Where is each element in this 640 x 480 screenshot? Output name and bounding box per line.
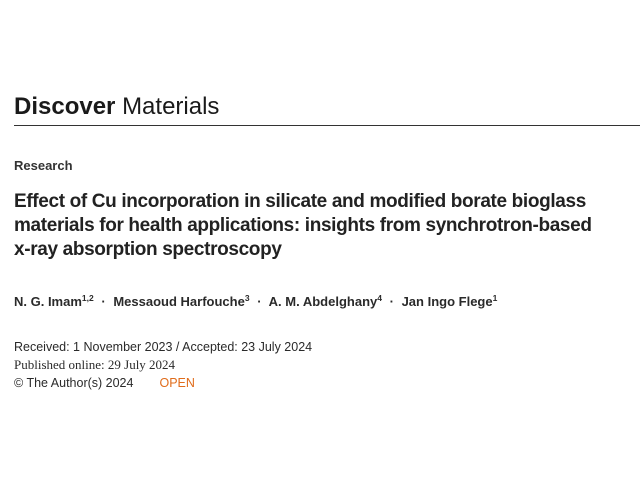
copyright-text: © The Author(s) 2024 (14, 376, 134, 390)
author-affiliation: 1 (492, 293, 498, 303)
author-name[interactable]: Jan Ingo Flege (401, 294, 493, 309)
received-accepted-dates: Received: 1 November 2023 / Accepted: 23 July 2024 (14, 340, 313, 354)
author-separator: · (389, 294, 394, 309)
author-name[interactable]: Messaoud Harfouche (113, 294, 245, 309)
journal-name (14, 92, 219, 122)
title-line: x-ray absorption spectroscopy (14, 239, 282, 260)
author-separator: · (101, 294, 106, 309)
article-type: Research (14, 158, 73, 173)
journal-name-bold: Discover (14, 93, 116, 120)
title-line: Effect of Cu incorporation in silicate and modified borate bioglass (14, 191, 586, 212)
author-separator: · (257, 294, 262, 309)
author-affiliation: 4 (377, 293, 382, 303)
author-name[interactable]: A. M. Abdelghany (268, 294, 378, 309)
author-list (14, 294, 497, 309)
journal-name-rest: Materials (122, 93, 220, 120)
author-affiliation: 1,2 (81, 293, 94, 303)
header-divider (14, 125, 640, 126)
article-title (14, 190, 636, 262)
open-access-badge[interactable]: OPEN (159, 376, 195, 390)
publication-history (14, 338, 312, 392)
title-line: materials for health applications: insights from synchrotron-based (14, 215, 592, 236)
author-affiliation: 3 (244, 293, 250, 303)
published-date: Published online: 29 July 2024 (14, 357, 176, 372)
copyright-line (14, 374, 312, 392)
author-name[interactable]: N. G. Imam (14, 294, 82, 309)
